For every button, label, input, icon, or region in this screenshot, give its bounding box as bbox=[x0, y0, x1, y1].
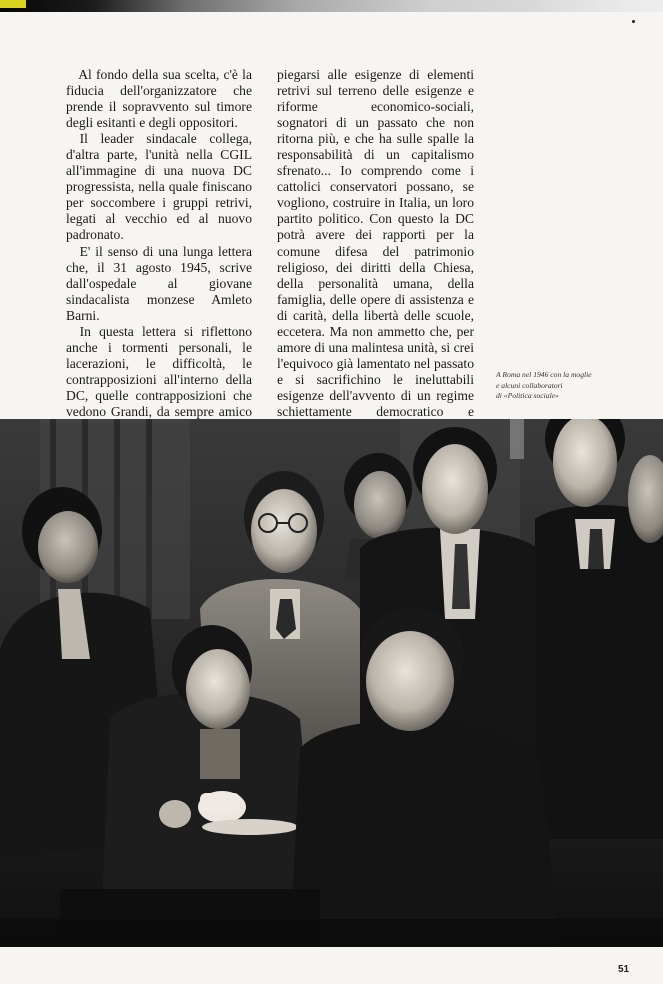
caption-line: di «Politica sociale» bbox=[496, 391, 559, 401]
group-portrait-photo bbox=[0, 419, 663, 947]
paragraph: Al fondo della sua scelta, c'è la fiducia dell'organizzatore che prende il sopravvento sul timore degli esitanti e degli oppositori. bbox=[66, 67, 252, 131]
caption-line: e alcuni collaboratori bbox=[496, 380, 563, 390]
yellow-color-mark bbox=[0, 0, 26, 8]
page-number: 51 bbox=[618, 964, 630, 975]
paragraph: In questa lettera si riflettono anche i tormenti personali, le lacerazioni, le difficoltà, le contrapposizioni all'interno della DC, quelle contrapposizioni che vedono Grandi, da sempre amico bbox=[66, 323, 252, 419]
paragraph: E' il senso di una lunga lettera che, il 31 agosto 1945, scrive dall'ospedale al giovane sindacalista monzese Amleto Barni. bbox=[66, 243, 252, 323]
caption-line: A Roma nel 1946 con la moglie bbox=[496, 370, 592, 379]
paragraph: Il leader sindacale collega, d'altra parte, l'unità nella CGIL all'immagine di una nuova DC progressista, nella quale finiscano per soccombere i gruppi retrivi, legati al vecchio ed al nuovo padronato. bbox=[66, 131, 252, 243]
corner-dot bbox=[632, 20, 635, 23]
photo-caption bbox=[496, 370, 636, 402]
top-color-band bbox=[0, 0, 663, 12]
photo-illustration bbox=[0, 419, 663, 947]
paragraph: piegarsi alle esigenze di elementi retrivi sul terreno delle esigenze e riforme economico-sociali, sognatori di un passato che non ritorna più, e che ha sulle spalle la responsabilità di un capitalismo sfrenato... Io comprendo come i cattolici conservatori possano, se vogliono, costruire in Italia, un loro partito politico. Con questo la DC potrà avere dei rapporti per la comune difesa del patrimonio religioso, dei diritti della Chiesa, della personalità umana, della famiglia, delle opere di assistenza e di carità, della libertà delle scuole, eccetera. Ma non ammetto che, per amore di una malintesa unità, si crei l'equivoco già lamentato nel passato e si sacrifichino le ineluttabili esigenze dell'avvento di un regime schiettamente democratico e bbox=[277, 67, 474, 419]
